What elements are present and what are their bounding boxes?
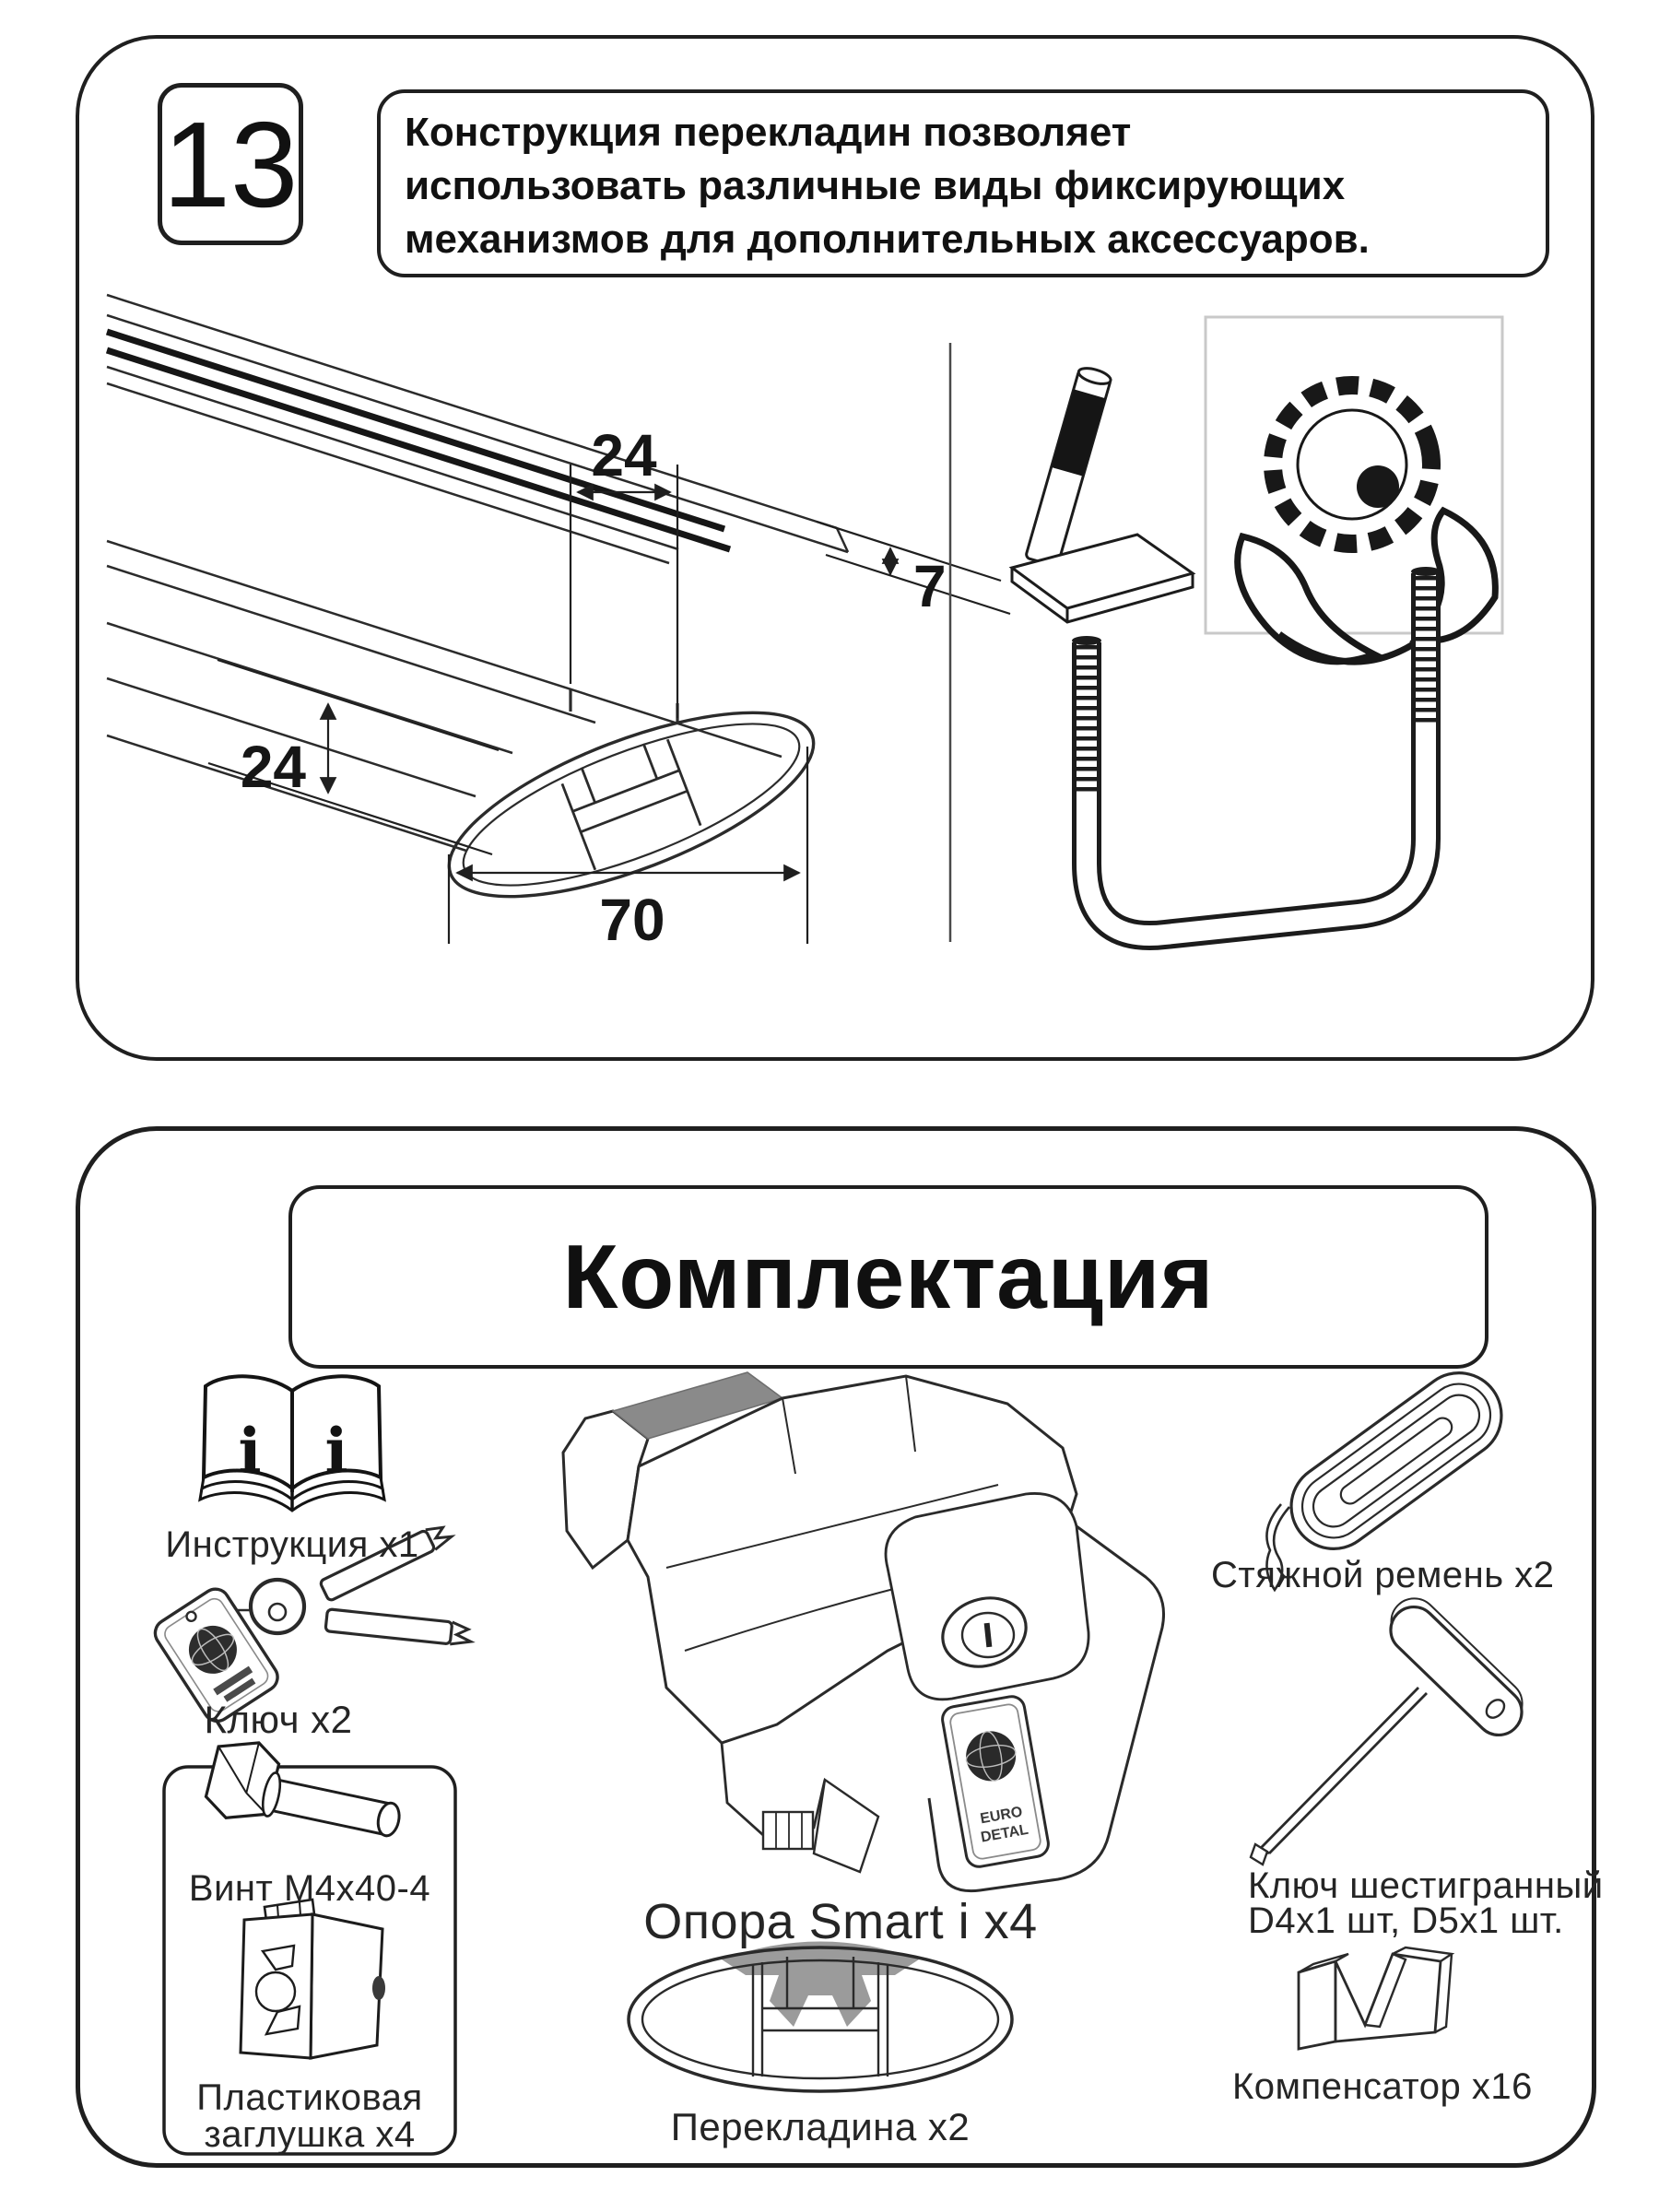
step-panel bbox=[76, 35, 1594, 1061]
step-drawing bbox=[79, 39, 1591, 1057]
label-keys: Ключ x2 bbox=[204, 1698, 353, 1741]
label-support: Опора Smart i x4 bbox=[643, 1894, 1038, 1949]
badge-brand-line: DETAL bbox=[979, 1821, 1030, 1846]
label-manual: Инструкция x1 bbox=[165, 1524, 419, 1565]
crossbar-isometric-drawing bbox=[107, 295, 848, 935]
label-compensator: Компенсатор x16 bbox=[1232, 2066, 1533, 2107]
dimension-annotations bbox=[208, 465, 1010, 944]
crossbar-section-icon bbox=[629, 1942, 1012, 2092]
compensator-icon bbox=[1299, 1947, 1452, 2049]
label-hexkey-line1: Ключ шестигранный bbox=[1248, 1865, 1604, 1906]
kit-illustrations bbox=[80, 1131, 1604, 2163]
badge-brand-line: EURO bbox=[979, 1804, 1024, 1828]
label-screw: Винт M4x40-4 bbox=[188, 1868, 431, 1909]
label-plug-line1: Пластиковая bbox=[196, 2077, 423, 2118]
dim-bar-height-label: 24 bbox=[240, 734, 306, 800]
instruction-book-icon bbox=[200, 1376, 384, 1511]
svg-text:i: i bbox=[324, 1415, 348, 1487]
t-bolt-illustration bbox=[1012, 365, 1193, 622]
svg-text:i: i bbox=[238, 1415, 262, 1487]
support-foot-illustration bbox=[563, 1372, 1164, 1891]
step-description-line: использовать различные виды фиксирующих bbox=[405, 163, 1346, 208]
kit-panel bbox=[76, 1126, 1604, 2168]
label-crossbar: Перекладина x2 bbox=[670, 2105, 971, 2148]
label-plug-line2: заглушка x4 bbox=[204, 2114, 416, 2155]
step-description-line: Конструкция перекладин позволяет bbox=[405, 110, 1132, 155]
hex-key-icon bbox=[1251, 1589, 1535, 1865]
step-description-line: механизмов для дополнительных аксессуаров. bbox=[405, 217, 1370, 262]
dim-bar-width-label: 70 bbox=[599, 887, 665, 953]
label-strap: Стяжной ремень x2 bbox=[1211, 1555, 1555, 1595]
step-number: 13 bbox=[162, 96, 299, 232]
label-hexkey-line2: D4x1 шт, D5x1 шт. bbox=[1248, 1900, 1564, 1941]
dim-rail-height-label: 7 bbox=[913, 553, 947, 619]
dim-slot-width-label: 24 bbox=[591, 422, 657, 488]
kit-title: Комплектация bbox=[562, 1226, 1215, 1327]
